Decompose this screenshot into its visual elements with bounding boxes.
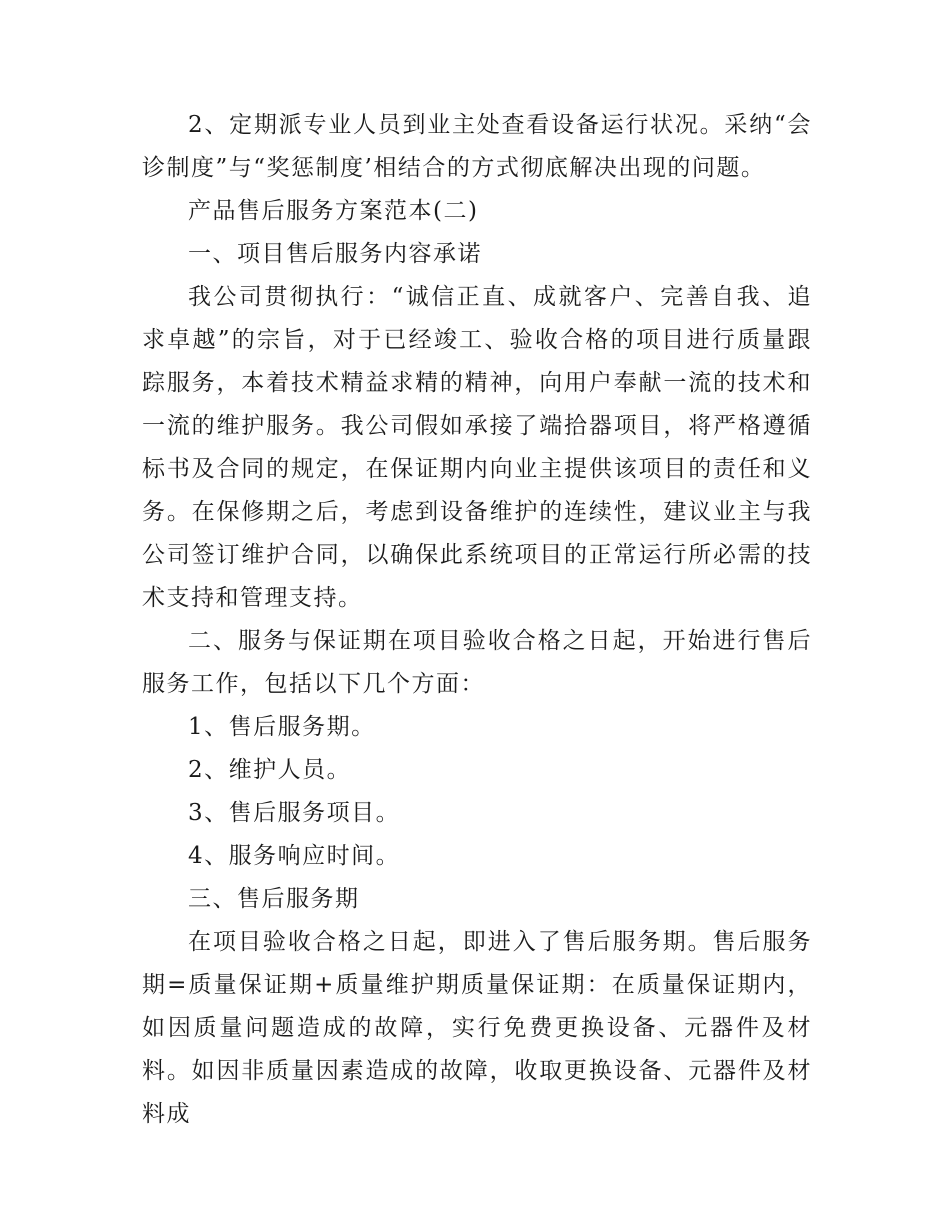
paragraph-after-sales-period: 在项目验收合格之日起，即进入了售后服务期。售后服务期=质量保证期+质量维护期质量保证期：在质量保证期内，如因质量问题造成的故障，实行免费更换设备、元器件及材料。如因非质量因素造成的故障，收取更换设备、元器件及材料成 (142, 929, 812, 1127)
list-item-response-time: 4、服务响应时间。 (188, 843, 401, 869)
heading-after-sales-period: 三、售后服务期 (188, 886, 360, 912)
heading-service-commitment: 一、项目售后服务内容承诺 (188, 241, 482, 267)
heading-service-warranty-period: 二、服务与保证期在项目验收合格之日起，开始进行售后服务工作，包括以下几个方面： (142, 628, 812, 697)
section-title-sample-two: 产品售后服务方案范本(二) (188, 198, 479, 224)
list-item-maintenance-staff: 2、维护人员。 (188, 757, 352, 783)
list-item-service-period: 1、售后服务期。 (188, 714, 376, 740)
list-item-service-items: 3、售后服务项目。 (188, 800, 401, 826)
paragraph-inspection-item: 2、定期派专业人员到业主处查看设备运行状况。采纳“会诊制度”与“奖惩制度’相结合的方式彻底解决出现的问题。 (142, 112, 812, 181)
document-body (142, 104, 812, 1136)
paragraph-company-commitment: 我公司贯彻执行：“诚信正直、成就客户、完善自我、追求卓越”的宗旨，对于已经竣工、验收合格的项目进行质量跟踪服务，本着技术精益求精的精神，向用户奉献一流的技术和一流的维护服务。我公司假如承接了端拾器项目，将严格遵循标书及合同的规定，在保证期内向业主提供该项目的责任和义务。在保修期之后，考虑到设备维护的连续性，建议业主与我公司签订维护合同，以确保此系统项目的正常运行所必需的技术支持和管理支持。 (142, 284, 812, 611)
